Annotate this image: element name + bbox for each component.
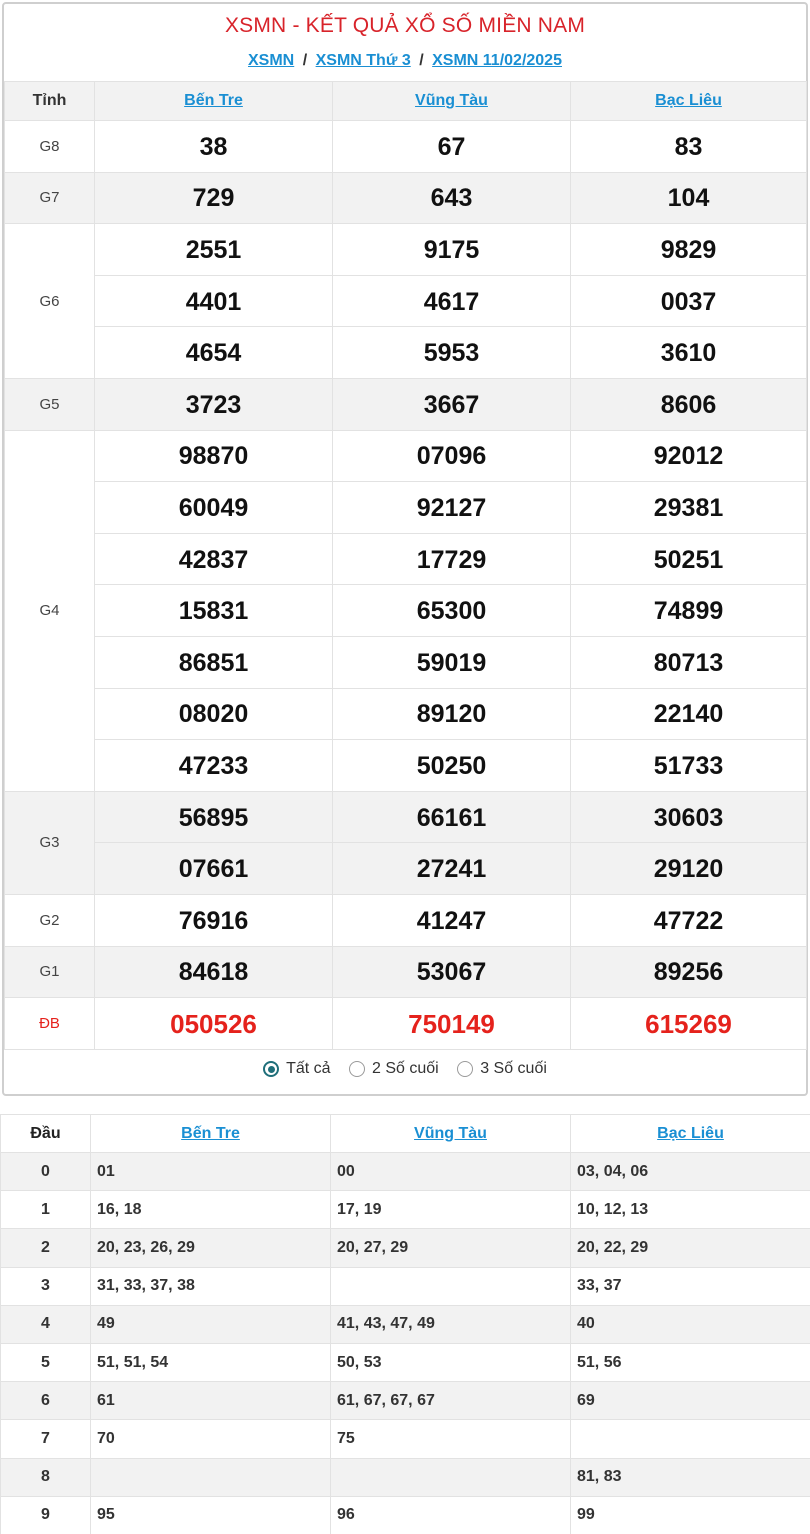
results-header-row [5, 82, 807, 121]
province-header [333, 82, 571, 121]
filter-all-label: Tất cả [286, 1060, 331, 1077]
special-prize-number: 750149 [333, 998, 571, 1050]
prize-number: 08020 [95, 688, 333, 740]
prize-number: 74899 [571, 585, 807, 637]
prize-label: G3 [5, 791, 95, 894]
prize-number: 9829 [571, 224, 807, 276]
breadcrumb-separator: / [419, 52, 424, 69]
radio-checked-icon[interactable] [263, 1061, 279, 1077]
prize-row [5, 843, 807, 895]
tail-values: 41, 43, 47, 49 [331, 1305, 571, 1343]
head-tail-row [1, 1153, 810, 1191]
tail-values: 81, 83 [571, 1458, 810, 1496]
prize-number: 98870 [95, 430, 333, 482]
province-label-header: Tỉnh [5, 82, 95, 121]
tail-values: 16, 18 [91, 1191, 331, 1229]
prize-number: 50251 [571, 533, 807, 585]
head-tail-row [1, 1496, 810, 1534]
prize-number: 89120 [333, 688, 571, 740]
dau-digit: 3 [1, 1267, 91, 1305]
prize-label: G7 [5, 172, 95, 224]
prize-number: 41247 [333, 894, 571, 946]
prize-number: 07096 [333, 430, 571, 482]
dau-digit: 1 [1, 1191, 91, 1229]
prize-number: 07661 [95, 843, 333, 895]
prize-number: 65300 [333, 585, 571, 637]
prize-row [5, 224, 807, 276]
radio-unchecked-icon[interactable] [349, 1061, 365, 1077]
tail-values: 51, 56 [571, 1343, 810, 1381]
head-tail-row [1, 1343, 810, 1381]
province-link-ben-tre[interactable]: Bến Tre [184, 92, 243, 109]
prize-row [5, 275, 807, 327]
tail-values: 31, 33, 37, 38 [91, 1267, 331, 1305]
prize-number: 8606 [571, 378, 807, 430]
prize-row [5, 430, 807, 482]
prize-number: 38 [95, 121, 333, 173]
prize-number: 76916 [95, 894, 333, 946]
filter-last-2[interactable] [349, 1060, 439, 1078]
prize-label: G5 [5, 378, 95, 430]
tail-values: 33, 37 [571, 1267, 810, 1305]
headtail-link-ben-tre[interactable]: Bến Tre [181, 1124, 240, 1142]
prize-label: G4 [5, 430, 95, 791]
prize-number: 47722 [571, 894, 807, 946]
head-tail-table [0, 1114, 810, 1534]
results-table [4, 81, 807, 1050]
tail-values: 20, 22, 29 [571, 1229, 810, 1267]
prize-number: 104 [571, 172, 807, 224]
digit-filter [4, 1060, 806, 1082]
head-tail-row [1, 1229, 810, 1267]
filter-all[interactable] [263, 1060, 330, 1078]
head-tail-row [1, 1305, 810, 1343]
province-header [571, 1115, 810, 1153]
breadcrumb-separator: / [302, 52, 308, 69]
province-header [571, 82, 807, 121]
prize-number: 53067 [333, 946, 571, 998]
tail-values: 61, 67, 67, 67 [331, 1382, 571, 1420]
prize-number: 59019 [333, 636, 571, 688]
headtail-link-bac-lieu[interactable]: Bạc Liêu [657, 1124, 724, 1142]
prize-number: 42837 [95, 533, 333, 585]
prize-number: 3723 [95, 378, 333, 430]
head-tail-row [1, 1191, 810, 1229]
special-prize-number: 615269 [571, 998, 807, 1050]
radio-unchecked-icon[interactable] [457, 1061, 473, 1077]
tail-values [331, 1267, 571, 1305]
head-tail-row [1, 1420, 810, 1458]
filter-last-3-label: 3 Số cuối [480, 1060, 547, 1077]
dau-digit: 8 [1, 1458, 91, 1496]
results-body [5, 121, 807, 1050]
prize-row [5, 636, 807, 688]
prize-number: 5953 [333, 327, 571, 379]
prize-number: 60049 [95, 482, 333, 534]
prize-number: 86851 [95, 636, 333, 688]
prize-number: 643 [333, 172, 571, 224]
prize-number: 51733 [571, 740, 807, 792]
results-card [2, 2, 808, 1096]
prize-number: 9175 [333, 224, 571, 276]
prize-label: G6 [5, 224, 95, 379]
tail-values [331, 1458, 571, 1496]
tail-values: 70 [91, 1420, 331, 1458]
tail-values: 20, 23, 26, 29 [91, 1229, 331, 1267]
prize-row [5, 688, 807, 740]
prize-number: 27241 [333, 843, 571, 895]
breadcrumb-xsmn-link[interactable]: XSMN [248, 52, 295, 69]
dau-digit: 0 [1, 1153, 91, 1191]
tail-values: 40 [571, 1305, 810, 1343]
special-prize-number: 050526 [95, 998, 333, 1050]
prize-number: 29120 [571, 843, 807, 895]
prize-label: G2 [5, 894, 95, 946]
prize-row [5, 121, 807, 173]
prize-number: 66161 [333, 791, 571, 843]
province-header [95, 82, 333, 121]
prize-number: 80713 [571, 636, 807, 688]
prize-row [5, 791, 807, 843]
prize-number: 56895 [95, 791, 333, 843]
breadcrumb [4, 52, 806, 70]
prize-number: 47233 [95, 740, 333, 792]
province-link-vung-tau[interactable]: Vũng Tàu [415, 92, 488, 109]
tail-values: 03, 04, 06 [571, 1153, 810, 1191]
tail-values: 96 [331, 1496, 571, 1534]
prize-number: 30603 [571, 791, 807, 843]
dau-digit: 2 [1, 1229, 91, 1267]
prize-number: 84618 [95, 946, 333, 998]
filter-last-3[interactable] [457, 1060, 547, 1078]
prize-row [5, 533, 807, 585]
head-tail-body [1, 1153, 810, 1534]
prize-row [5, 482, 807, 534]
filter-last-2-label: 2 Số cuối [372, 1060, 439, 1077]
prize-number: 2551 [95, 224, 333, 276]
prize-number: 67 [333, 121, 571, 173]
tail-values: 17, 19 [331, 1191, 571, 1229]
headtail-link-vung-tau[interactable]: Vũng Tàu [414, 1124, 487, 1142]
prize-number: 29381 [571, 482, 807, 534]
tail-values: 50, 53 [331, 1343, 571, 1381]
prize-row [5, 740, 807, 792]
prize-number: 83 [571, 121, 807, 173]
head-tail-row [1, 1458, 810, 1496]
prize-number: 3610 [571, 327, 807, 379]
prize-row [5, 327, 807, 379]
tail-values: 20, 27, 29 [331, 1229, 571, 1267]
prize-row [5, 894, 807, 946]
tail-values [91, 1458, 331, 1496]
prize-row [5, 378, 807, 430]
breadcrumb-weekday-link[interactable]: XSMN Thứ 3 [315, 52, 411, 69]
tail-values: 61 [91, 1382, 331, 1420]
prize-number: 4401 [95, 275, 333, 327]
tail-values: 00 [331, 1153, 571, 1191]
dau-digit: 4 [1, 1305, 91, 1343]
tail-values: 95 [91, 1496, 331, 1534]
prize-number: 92012 [571, 430, 807, 482]
province-header [91, 1115, 331, 1153]
prize-number: 89256 [571, 946, 807, 998]
prize-number: 3667 [333, 378, 571, 430]
head-tail-row [1, 1267, 810, 1305]
dau-digit: 7 [1, 1420, 91, 1458]
prize-number: 17729 [333, 533, 571, 585]
breadcrumb-date-link[interactable]: XSMN 11/02/2025 [432, 52, 562, 69]
prize-number: 15831 [95, 585, 333, 637]
dau-header: Đầu [1, 1115, 91, 1153]
page-title: XSMN - KẾT QUẢ XỔ SỐ MIỀN NAM [224, 14, 586, 37]
prize-row [5, 172, 807, 224]
prize-number: 50250 [333, 740, 571, 792]
prize-number: 4654 [95, 327, 333, 379]
prize-number: 22140 [571, 688, 807, 740]
head-tail-header-row [1, 1115, 810, 1153]
prize-label: G8 [5, 121, 95, 173]
prize-row [5, 946, 807, 998]
tail-values: 51, 51, 54 [91, 1343, 331, 1381]
prize-row [5, 998, 807, 1050]
prize-number: 4617 [333, 275, 571, 327]
tail-values [571, 1420, 810, 1458]
prize-row [5, 585, 807, 637]
prize-label: G1 [5, 946, 95, 998]
dau-digit: 6 [1, 1382, 91, 1420]
dau-digit: 9 [1, 1496, 91, 1534]
prize-number: 729 [95, 172, 333, 224]
tail-values: 75 [331, 1420, 571, 1458]
prize-number: 92127 [333, 482, 571, 534]
head-tail-row [1, 1382, 810, 1420]
dau-digit: 5 [1, 1343, 91, 1381]
prize-number: 0037 [571, 275, 807, 327]
province-link-bac-lieu[interactable]: Bạc Liêu [655, 92, 722, 109]
province-header [331, 1115, 571, 1153]
tail-values: 49 [91, 1305, 331, 1343]
prize-label: ĐB [5, 998, 95, 1050]
tail-values: 99 [571, 1496, 810, 1534]
tail-values: 01 [91, 1153, 331, 1191]
tail-values: 69 [571, 1382, 810, 1420]
tail-values: 10, 12, 13 [571, 1191, 810, 1229]
